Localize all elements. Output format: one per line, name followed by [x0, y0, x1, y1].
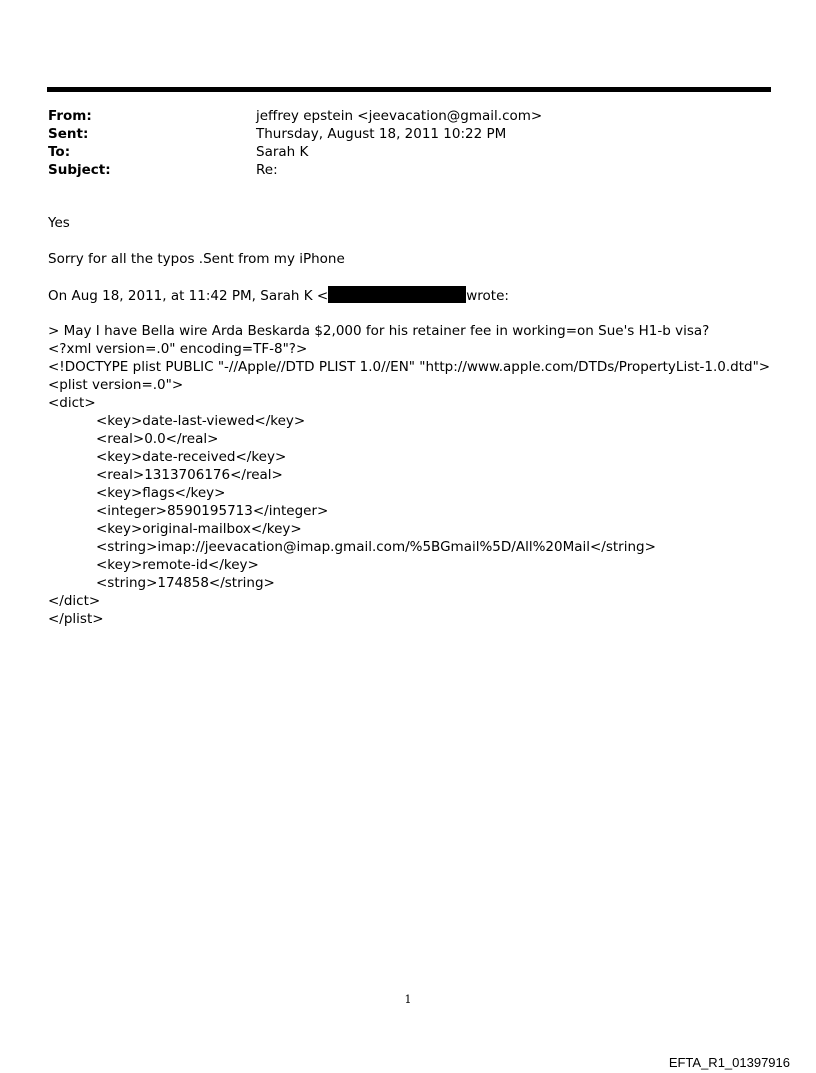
plist-entry: <real>0.0</real>: [96, 431, 219, 447]
dict-close-tag: </dict>: [48, 593, 101, 609]
sent-value: Thursday, August 18, 2011 10:22 PM: [256, 126, 507, 142]
bates-number: EFTA_R1_01397916: [668, 1055, 790, 1070]
plist-open-tag: <plist version=.0">: [48, 377, 184, 393]
dict-open-tag: <dict>: [48, 395, 96, 411]
plist-entry: <key>remote-id</key>: [96, 557, 259, 573]
from-row: [48, 107, 768, 125]
doctype-line: <!DOCTYPE plist PUBLIC "-//Apple//DTD PLIST 1.0//EN" "http://www.apple.com/DTDs/PropertyList-1.0.dtd">: [48, 359, 771, 375]
page-number: 1: [404, 993, 412, 1006]
quote-intro: [48, 286, 788, 304]
header-rule: [47, 87, 771, 92]
xml-declaration: <?xml version=.0" encoding=TF-8"?>: [48, 341, 308, 357]
plist-entry: <key>flags</key>: [96, 485, 226, 501]
redaction-box: [328, 286, 466, 303]
quote-intro-after: wrote:: [466, 288, 509, 304]
reply-text: Yes: [48, 215, 70, 231]
signature-text: Sorry for all the typos .Sent from my iPhone: [48, 251, 345, 267]
quoted-message: > May I have Bella wire Arda Beskarda $2,000 for his retainer fee in working=on Sue's H1-b visa?: [48, 323, 710, 339]
plist-entry: <key>original-mailbox</key>: [96, 521, 302, 537]
subject-row: [48, 161, 768, 179]
plist-close-tag: </plist>: [48, 611, 104, 627]
plist-entry: <key>date-last-viewed</key>: [96, 413, 306, 429]
sent-label: Sent:: [48, 126, 89, 142]
plist-entry: <string>imap://jeevacation@imap.gmail.com/%5BGmail%5D/All%20Mail</string>: [96, 539, 656, 555]
email-body: [48, 214, 788, 628]
plist-entry: <string>174858</string>: [96, 575, 275, 591]
from-label: From:: [48, 108, 92, 124]
sent-row: [48, 125, 768, 143]
subject-label: Subject:: [48, 162, 111, 178]
email-header: [48, 107, 768, 179]
plist-entry: <real>1313706176</real>: [96, 467, 283, 483]
to-row: [48, 143, 768, 161]
quote-intro-before: On Aug 18, 2011, at 11:42 PM, Sarah K <: [48, 288, 329, 304]
to-value: Sarah K: [256, 144, 309, 160]
from-value: jeffrey epstein <jeevacation@gmail.com>: [256, 108, 543, 124]
subject-value: Re:: [256, 162, 278, 178]
to-label: To:: [48, 144, 71, 160]
plist-entry: <key>date-received</key>: [96, 449, 287, 465]
plist-entry: <integer>8590195713</integer>: [96, 503, 329, 519]
